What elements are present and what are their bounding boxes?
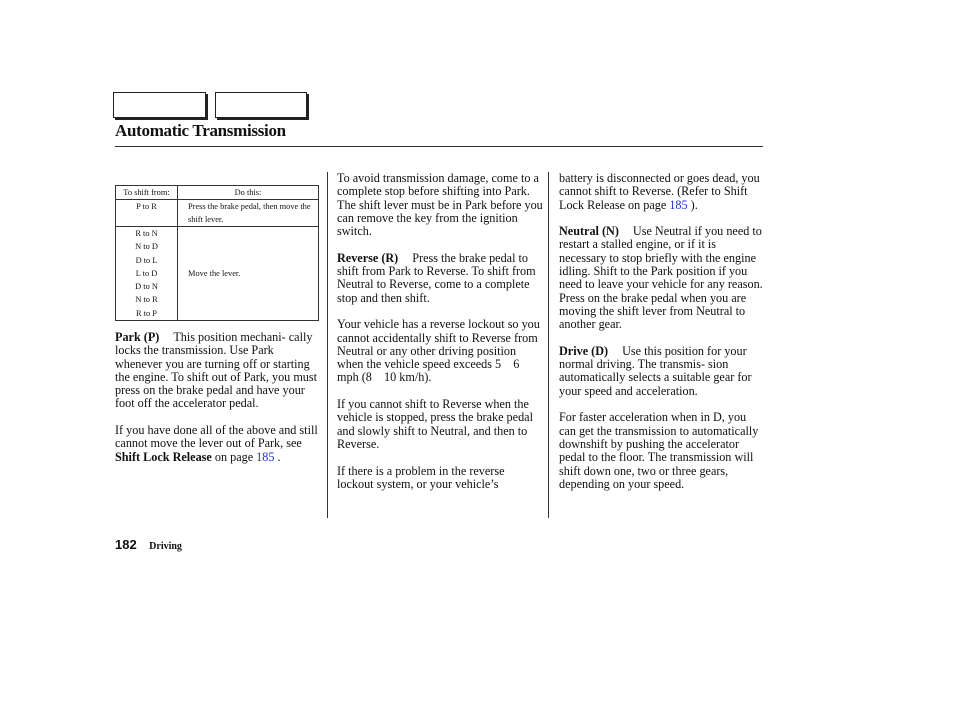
battery-text: battery is disconnected or goes dead, you cannot shift to Reverse. (Refer to Shift Lock Release on page bbox=[559, 171, 760, 212]
shift-lock-text-end: . bbox=[277, 449, 281, 464]
column-divider-2 bbox=[548, 172, 549, 518]
table-row bbox=[116, 227, 319, 321]
park-text: This position mechani- cally locks the transmission. Use Park whenever you are turning off or starting the engine. To shift out of Park, you must press on the brake pedal and have your foot off the accelerator pedal. bbox=[115, 330, 318, 411]
table-from-item: D to N bbox=[135, 282, 158, 292]
column-2 bbox=[337, 172, 544, 504]
park-damage-paragraph: To avoid transmission damage, come to a complete stop before shifting into Park. The shift lever must be in Park before you can remove the key from the ignition switch. bbox=[337, 171, 543, 239]
table-header-action: Do this: bbox=[178, 186, 319, 200]
shift-lock-text: If you have done all of the above and still cannot move the lever out of Park, see bbox=[115, 423, 318, 451]
page-title: Automatic Transmission bbox=[115, 121, 286, 140]
table-from-item: R to N bbox=[135, 229, 158, 238]
column-divider-1 bbox=[327, 172, 328, 518]
park-paragraph bbox=[115, 331, 321, 411]
acceleration-paragraph: For faster acceleration when in D, you can get the transmission to automatically downshift by pushing the accelerator pedal to the floor. The transmission will shift down one, two or three gears, depending on your speed. bbox=[559, 410, 759, 491]
table-from-item: L to D bbox=[135, 268, 158, 278]
page-footer bbox=[115, 536, 182, 554]
reverse-text: Press the brake pedal to shift from Park to Reverse. To shift from Neutral to Reverse, come to a complete stop and then shift. bbox=[337, 250, 536, 305]
nav-tab-1[interactable] bbox=[113, 92, 206, 118]
reverse-lockout-paragraph: Your vehicle has a reverse lockout so you cannot accidentally shift to Reverse from Neutral or any other driving position when the vehicle speed exceeds 5 6 mph (8 10 km/h). bbox=[337, 317, 540, 385]
battery-paragraph bbox=[559, 172, 766, 212]
nav-tab-2[interactable] bbox=[215, 92, 307, 118]
section-label: Driving bbox=[149, 541, 182, 552]
neutral-text: Use Neutral if you need to restart a stalled engine, or if it is necessary to stop briefly with the engine idling. Shift to the Park position if you need to leave your vehicle for any reason. Press on the brake pedal when you are moving the shift lever from Neutral to another gear. bbox=[559, 224, 763, 332]
table-from-item: N to R bbox=[135, 295, 158, 305]
table-cell-from-group bbox=[116, 227, 178, 321]
table-header-row bbox=[116, 186, 319, 200]
column-1 bbox=[115, 331, 321, 477]
table-from-item: R to P bbox=[136, 308, 157, 318]
drive-text: Use this position for your normal driving. The transmis- sion automatically selects a suitable gear for your speed and acceleration. bbox=[559, 343, 752, 398]
table-header-from: To shift from: bbox=[116, 186, 178, 200]
table-cell-action: Move the lever. bbox=[178, 227, 319, 321]
title-rule bbox=[115, 146, 763, 147]
shift-table bbox=[115, 185, 319, 321]
shift-lock-text-mid: on page bbox=[214, 449, 254, 464]
table-from-item: D to L bbox=[135, 255, 158, 265]
shift-lock-release-bold: Shift Lock Release bbox=[115, 449, 212, 464]
cannot-shift-paragraph: If you cannot shift to Reverse when the vehicle is stopped, press the brake pedal and slowly shift to Neutral, and then to Reverse. bbox=[337, 397, 533, 451]
neutral-paragraph bbox=[559, 225, 766, 331]
table-row bbox=[116, 200, 319, 227]
shift-lock-paragraph bbox=[115, 424, 321, 464]
drive-heading: Drive (D) bbox=[559, 343, 609, 358]
page-link-185[interactable]: 185 bbox=[256, 449, 275, 464]
reverse-paragraph bbox=[337, 252, 544, 305]
battery-text-end: ). bbox=[690, 197, 698, 212]
neutral-heading: Neutral (N) bbox=[559, 224, 619, 239]
drive-paragraph bbox=[559, 345, 766, 398]
table-from-item: N to D bbox=[135, 242, 158, 252]
page-link-185[interactable]: 185 bbox=[669, 197, 688, 212]
park-heading: Park (P) bbox=[115, 330, 160, 344]
page-number: 182 bbox=[115, 537, 137, 552]
lockout-problem-paragraph: If there is a problem in the reverse lockout system, or your vehicle’s bbox=[337, 463, 505, 491]
column-3 bbox=[559, 172, 766, 504]
table-cell-action: Press the brake pedal, then move the shift lever. bbox=[178, 200, 319, 227]
reverse-heading: Reverse (R) bbox=[337, 250, 399, 265]
table-cell-from: P to R bbox=[116, 200, 178, 227]
